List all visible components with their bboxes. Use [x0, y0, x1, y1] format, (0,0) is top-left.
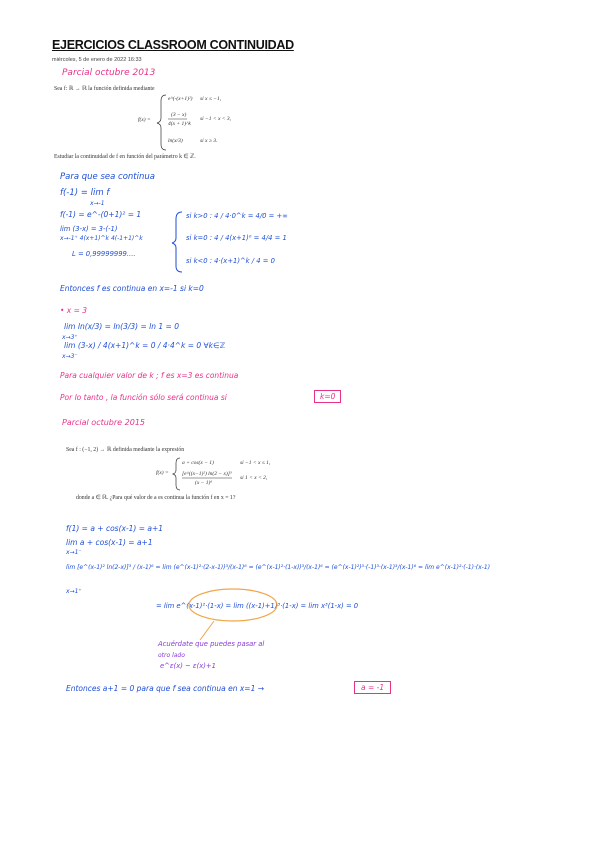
section2-heading: Parcial octubre 2015 — [62, 418, 145, 427]
s1-hw-line9-sub: x→3⁻ — [62, 353, 78, 360]
s1-hw-k3: si k<0 : 4·(x+1)^k / 4 = 0 — [186, 257, 275, 265]
s1-case1-expr: e^(-(x+1)²) — [168, 96, 193, 102]
s1-case2-num: (3 − x) — [171, 112, 187, 118]
s2-note-line3: e^ε(x) ~ ε(x)+1 — [160, 662, 216, 670]
s2-hw-line1: f(1) = a + cos(x-1) = a+1 — [66, 524, 164, 533]
section2-intro: Sea f : (−1, 2) → ℝ definida mediante la expresión — [66, 447, 185, 453]
s2-case2-den: (x − 1)⁶ — [195, 480, 213, 486]
page-date: miércoles, 5 de enero de 2022 16:33 — [52, 57, 142, 63]
section1-heading: Parcial octubre 2013 — [62, 68, 156, 78]
s1-hw-line9: lim (3-x) / 4(x+1)^k = 0 / 4·4^k = 0 ∀k∈ℤ — [64, 341, 226, 350]
s1-hw-line11: Por lo tanto , la función sólo será continua si — [60, 393, 227, 402]
section1-fx: f(x) = — [138, 117, 151, 123]
s2-hw-line2: lim a + cos(x-1) = a+1 — [66, 538, 153, 547]
s2-answer-box: a = -1 — [354, 681, 391, 694]
s1-hw-line8: lim ln(x/3) = ln(3/3) = ln 1 = 0 — [64, 322, 179, 331]
s2-case2-num: [e^((x−1)²) ln(2 − x)]³ — [182, 471, 232, 477]
s1-hw-line5: L = 0,99999999.... — [72, 250, 136, 258]
s1-answer-box: k=0 — [314, 390, 341, 403]
s2-hw-line3: lim [e^(x-1)² ln(2-x)]³ / (x-1)⁶ = lim (e^(x-1)²·(2-x-1))³/(x-1)⁶ = (e^(x-1)²·(1-x))³/(x-1)⁶ = (e^(x-1)²)³·(-1)³·(x-1)³/(x-1)⁶ = lim e^(x-1)²·(-1)·(x-1) — [66, 564, 491, 571]
s2-note-line1: Acuérdate que puedes pasar al — [158, 640, 265, 648]
s1-hw-line3: f(-1) = e^-(0+1)² = 1 — [60, 210, 142, 219]
s2-hw-line3-sub: x→1⁺ — [66, 588, 82, 595]
s2-case1-cond: si −1 < x ≤ 1, — [240, 460, 271, 466]
s1-case3-cond: si x ≥ 3. — [200, 138, 218, 144]
s1-hw-line10: Para cualquier valor de k ; f es x=3 es continua — [60, 371, 239, 380]
s1-case2-den: 4(x + 1)^k — [168, 121, 191, 127]
section1-intro: Sea f: ℝ → ℝ la función definida mediante — [54, 86, 155, 92]
s1-hw-k2: si k=0 : 4 / 4(x+1)⁰ = 4/4 = 1 — [186, 234, 287, 242]
page-title: EJERCICIOS CLASSROOM CONTINUIDAD — [52, 38, 294, 52]
section1-task: Estudiar la continuidad de f en función del parámetro k ∈ ℤ. — [54, 154, 196, 160]
section2-fx: f(x) = — [156, 470, 169, 476]
s2-hw-line2-sub: x→1⁻ — [66, 549, 82, 556]
s1-hw-k1: si k>0 : 4 / 4·0^k = 4/0 = +∞ — [186, 212, 288, 220]
s1-hw-line6: Entonces f es continua en x=-1 si k=0 — [60, 284, 204, 293]
s1-case1-cond: si x ≤ −1, — [200, 96, 222, 102]
s2-hw-line5: Entonces a+1 = 0 para que f sea continua en x=1 → — [66, 684, 265, 693]
s2-case1-expr: a + cos(x − 1) — [182, 460, 214, 466]
s1-hw-line1: Para que sea continua — [60, 172, 155, 182]
s1-hw-line4a: lim (3-x) = 3-(-1) — [60, 225, 118, 233]
s1-case2-cond: si −1 < x < 3, — [200, 116, 231, 122]
s1-hw-line7: • x = 3 — [60, 306, 88, 315]
s1-hw-line2-sub: x→-1 — [90, 200, 105, 207]
s1-case3-expr: ln(x/3) — [168, 138, 183, 144]
s2-hw-line4: = lim e^(x-1)²·(1-x) = lim ((x-1)+1)³·(1-x) = lim x³(1-x) = 0 — [156, 602, 359, 610]
s2-case2-cond: si 1 < x < 2, — [240, 475, 268, 481]
section2-task: donde a ∈ ℝ. ¿Para qué valor de a es continua la función f en x = 1? — [76, 495, 236, 501]
s1-hw-line4b: x→-1⁺ 4(x+1)^k 4(-1+1)^k — [60, 235, 143, 242]
s2-note-line2: otro lado — [158, 652, 185, 659]
s1-hw-line8-sub: x→3⁺ — [62, 334, 78, 341]
s1-hw-line2: f(-1) = lim f — [60, 188, 110, 198]
